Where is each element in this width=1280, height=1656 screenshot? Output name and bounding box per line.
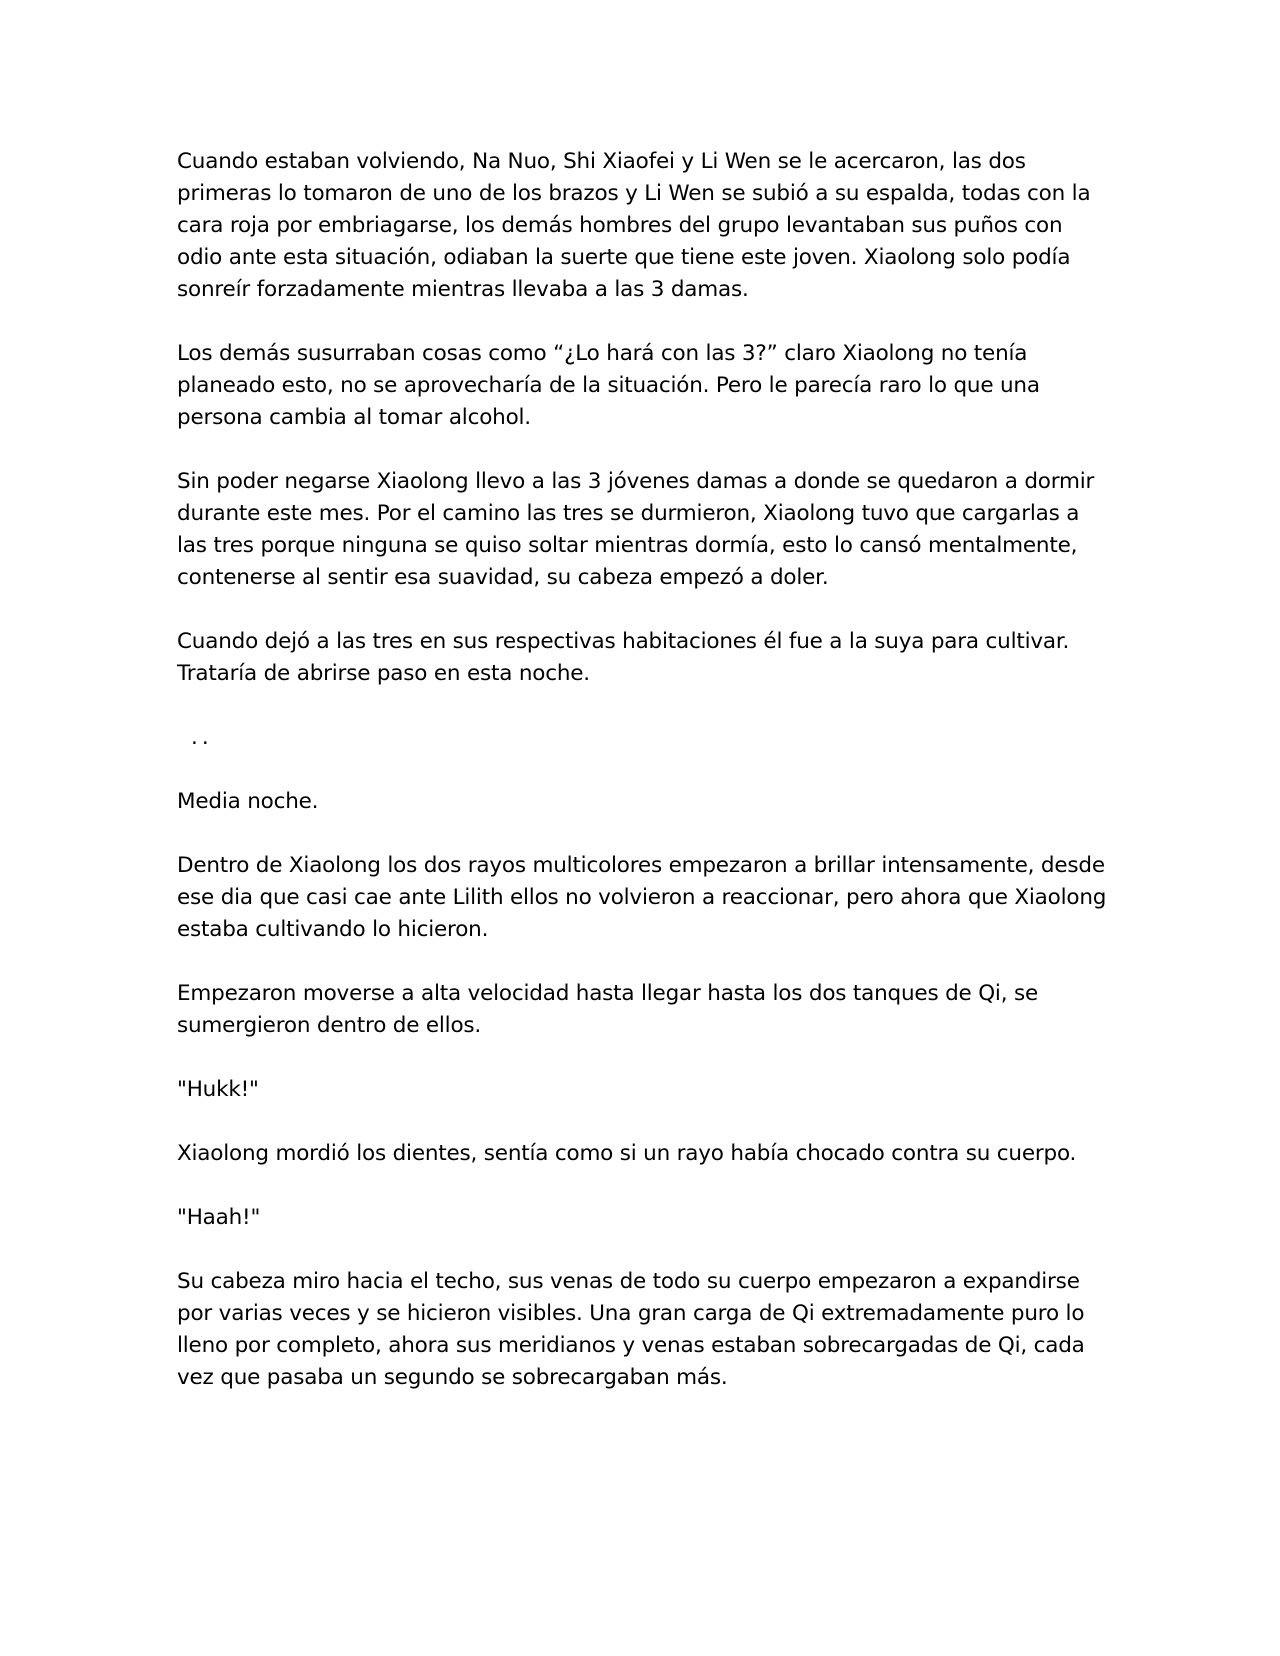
- paragraph-qi-tanks: Empezaron moverse a alta velocidad hasta llegar hasta los dos tanques de Qi, se sumergieron dentro de ellos.: [177, 981, 1038, 1038]
- paragraph-return-with-ladies: Cuando estaban volviendo, Na Nuo, Shi Xiaofei y Li Wen se le acercaron, las dos primeras lo tomaron de uno de los brazos y Li Wen se subió a su espalda, todas con la cara roja por embriagarse, los demás hombres del grupo levantaban sus puños con odio ante esta situación, odiaban la suerte que tiene este joven. Xiaolong solo podía sonreír forzadamente mientras llevaba a las 3 damas.: [177, 149, 1091, 302]
- paragraph-qi-overload: Su cabeza miro hacia el techo, sus venas de todo su cuerpo empezaron a expandirse por varias veces y se hicieron visibles. Una gran carga de Qi extremadamente puro lo lleno por completo, ahora sus meridianos y venas estaban sobrecargadas de Qi, cada vez que pasaba un segundo se sobrecargaban más.: [177, 1269, 1085, 1390]
- dialogue-haah: "Haah!": [177, 1205, 261, 1230]
- paragraph-whispers: Los demás susurraban cosas como “¿Lo hará con las 3?” claro Xiaolong no tenía planeado esto, no se aprovecharía de la situación. Pero le parecía raro lo que una persona cambia al tomar alcohol.: [177, 341, 1040, 430]
- paragraph-multicolor-rays: Dentro de Xiaolong los dos rayos multicolores empezaron a brillar intensamente, desde ese dia que casi cae ante Lilith ellos no volvieron a reaccionar, pero ahora que Xiaolong estaba cultivando lo hicieron.: [177, 853, 1107, 942]
- paragraph-rooms-cultivation: Cuando dejó a las tres en sus respectivas habitaciones él fue a la suya para cultivar. Trataría de abrirse paso en esta noche.: [177, 629, 1070, 686]
- paragraph-carrying-ladies: Sin poder negarse Xiaolong llevo a las 3 jóvenes damas a donde se quedaron a dormir durante este mes. Por el camino las tres se durmieron, Xiaolong tuvo que cargarlas a las tres porque ninguna se quiso soltar mientras dormía, esto lo cansó mentalmente, contenerse al sentir esa suavidad, su cabeza empezó a doler.: [177, 469, 1095, 590]
- dialogue-hukk: "Hukk!": [177, 1077, 259, 1102]
- scene-separator: ..: [191, 725, 213, 750]
- document-body: [177, 146, 1107, 1426]
- paragraph-bit-teeth: Xiaolong mordió los dientes, sentía como si un rayo había chocado contra su cuerpo.: [177, 1141, 1077, 1166]
- paragraph-midnight: Media noche.: [177, 789, 319, 814]
